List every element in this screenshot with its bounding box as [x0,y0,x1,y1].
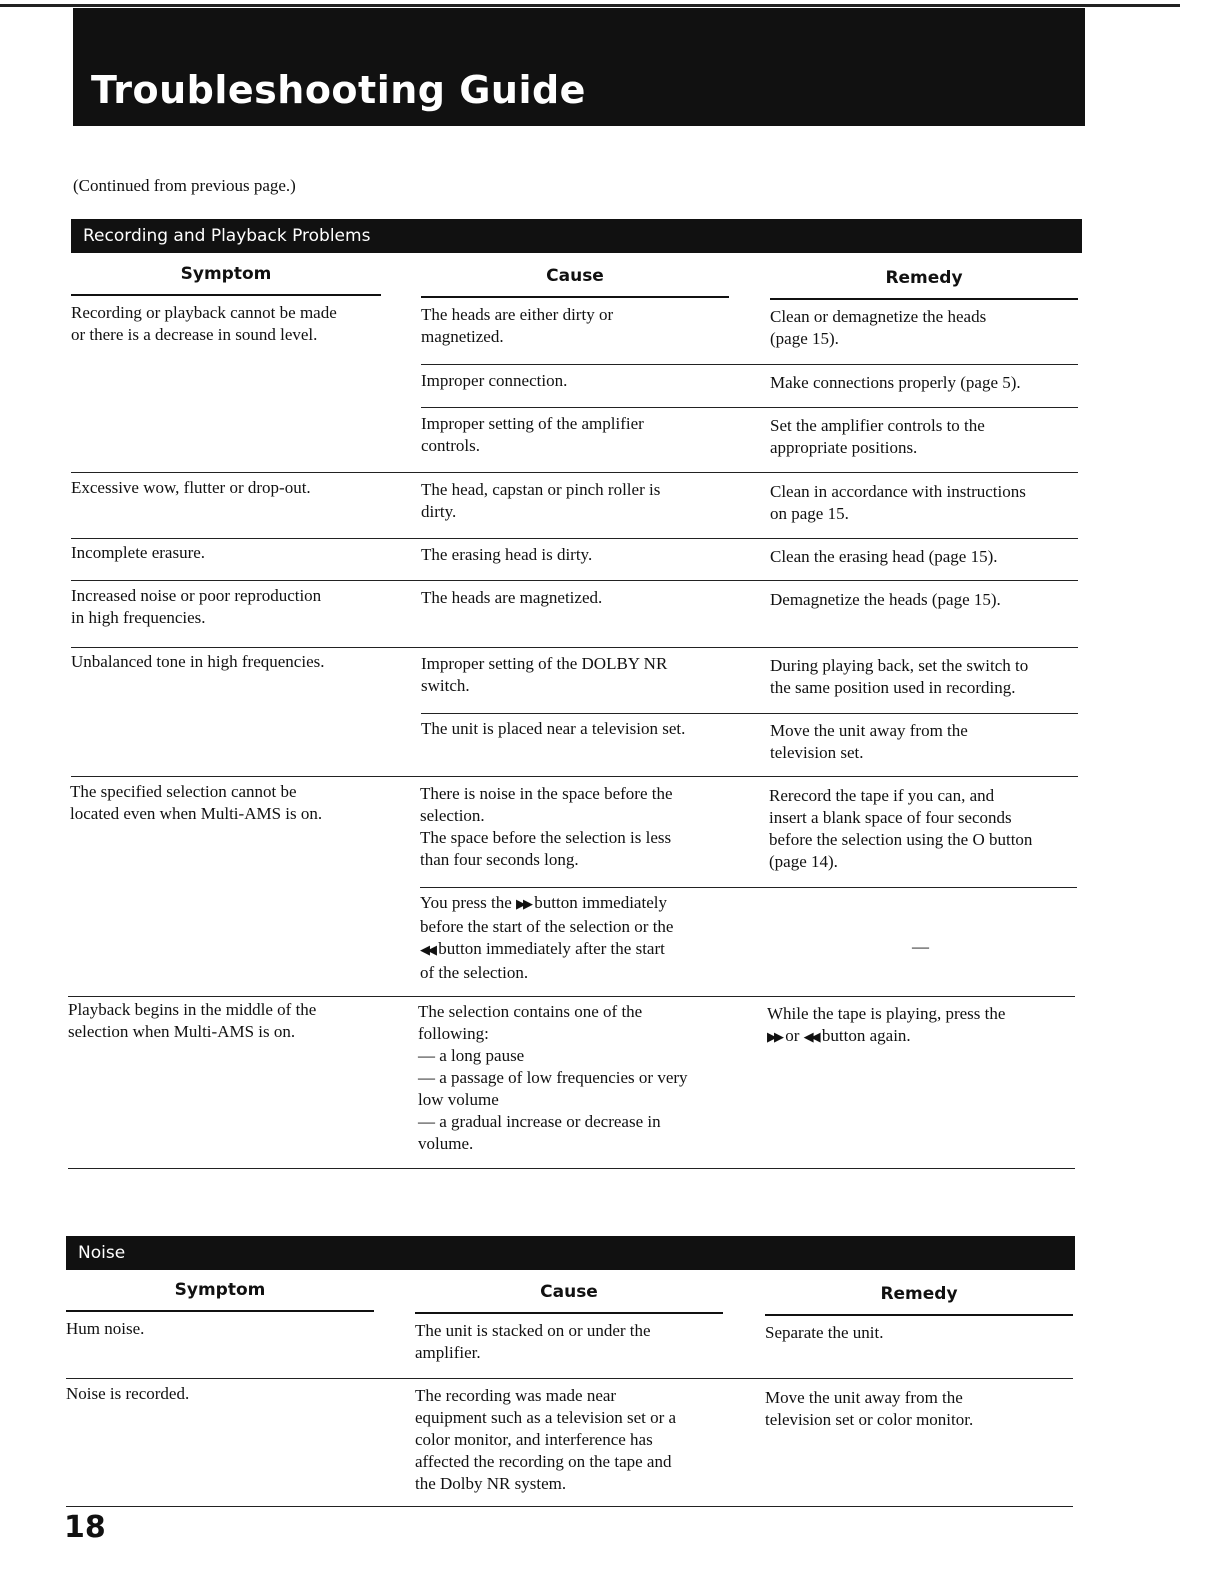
table-cell-symptom: Incomplete erasure. [71,543,206,562]
table-cell-cause: The unit is stacked on or under the amplifier. [415,1321,651,1362]
table-cell-remedy: Move the unit away from the television set. [770,721,968,762]
row-rule [420,887,1077,888]
section-heading-recording: Recording and Playback Problems [71,219,1082,253]
column-header-symptom: Symptom [174,1280,266,1300]
row-rule [71,538,1078,539]
header-rule [415,1312,723,1314]
column-header-remedy: Remedy [885,268,963,288]
table-cell-cause: The recording was made near equipment such as a television set or a color monitor, and interference has affected the recording on the tape and the Dolby NR system. [415,1386,677,1493]
table-cell-symptom: Hum noise. [66,1319,145,1338]
row-rule [66,1506,1073,1507]
column-header-symptom: Symptom [180,264,272,284]
row-rule [66,1378,1073,1379]
section-heading-noise: Noise [66,1236,1075,1270]
table-cell-cause: The heads are magnetized. [421,588,603,607]
row-rule [71,580,1078,581]
table-cell-symptom: The specified selection cannot be located even when Multi-AMS is on. [70,782,323,823]
table-cell-cause: The erasing head is dirty. [421,545,593,564]
fast-forward-icon: ▶▶ [516,897,531,912]
table-cell-symptom: Increased noise or poor reproduction in high frequencies. [71,586,322,627]
table-cell-cause: The head, capstan or pinch roller is dirty. [421,480,661,521]
table-cell-remedy: During playing back, set the switch to the same position used in recording. [770,656,1029,697]
table-cell-symptom: Unbalanced tone in high frequencies. [71,652,325,671]
table-cell-symptom: Noise is recorded. [66,1384,190,1403]
row-rule [421,407,1078,408]
continued-note: (Continued from previous page.) [73,176,296,195]
rewind-icon: ◀◀ [803,1030,818,1045]
table-cell-cause: There is noise in the space before the selection. The space before the selection is less than four seconds long. [420,784,673,869]
table-cell-remedy: — [912,937,929,956]
table-cell-cause: Improper setting of the DOLBY NR switch. [421,654,668,695]
page-title: Troubleshooting Guide [91,68,586,112]
row-rule [71,472,1078,473]
table-cell-symptom: Excessive wow, flutter or drop-out. [71,478,311,497]
page-number: 18 [64,1510,106,1545]
table-cell-remedy: Clean or demagnetize the heads (page 15). [770,307,987,348]
header-rule [770,298,1078,300]
table-cell-cause: Improper connection. [421,371,568,390]
header-rule [765,1314,1073,1316]
table-cell-symptom: Recording or playback cannot be made or there is a decrease in sound level. [71,303,337,344]
table-cell-remedy: Set the amplifier controls to the appropriate positions. [770,416,985,457]
table-cell-remedy: Clean the erasing head (page 15). [770,547,998,566]
table-cell-cause: Improper setting of the amplifier controls. [421,414,644,455]
table-cell-remedy: Move the unit away from the television set or color monitor. [765,1388,974,1429]
column-header-remedy: Remedy [880,1284,958,1304]
table-cell-remedy: Clean in accordance with instructions on page 15. [770,482,1026,523]
fast-forward-icon: ▶▶ [767,1030,781,1045]
title-banner [73,8,1085,126]
row-rule [68,1168,1075,1169]
table-cell-remedy: Separate the unit. [765,1323,884,1342]
rewind-icon: ◀◀ [420,943,434,958]
table-cell-symptom: Playback begins in the middle of the selection when Multi-AMS is on. [68,1000,317,1041]
top-rule [0,4,1180,7]
header-rule [66,1310,374,1312]
row-rule [68,996,1075,997]
header-rule [71,294,381,296]
row-rule [421,364,1078,365]
header-rule [421,296,729,298]
table-cell-cause: The unit is placed near a television set. [421,719,686,738]
table-cell-cause: The selection contains one of the following: — a long pause — a passage of low frequencies or very low volume — a gradual increase or decrease in volume. [418,1002,688,1153]
table-cell-remedy: Demagnetize the heads (page 15). [770,590,1001,609]
table-cell-cause: The heads are either dirty or magnetized. [421,305,614,346]
row-rule [421,713,1078,714]
row-rule [71,647,1078,648]
table-cell-cause: You press the ▶▶ button immediately before the start of the selection or the ◀◀ button immediately after the start of the selection. [420,893,674,982]
table-cell-remedy: Rerecord the tape if you can, and insert a blank space of four seconds before the selection using the O button (page 14). [769,786,1033,871]
table-cell-remedy: While the tape is playing, press the ▶▶ or ◀◀ button again. [767,1004,1006,1045]
column-header-cause: Cause [540,1282,598,1302]
column-header-cause: Cause [546,266,604,286]
table-cell-remedy: Make connections properly (page 5). [770,373,1021,392]
row-rule [71,776,1078,777]
